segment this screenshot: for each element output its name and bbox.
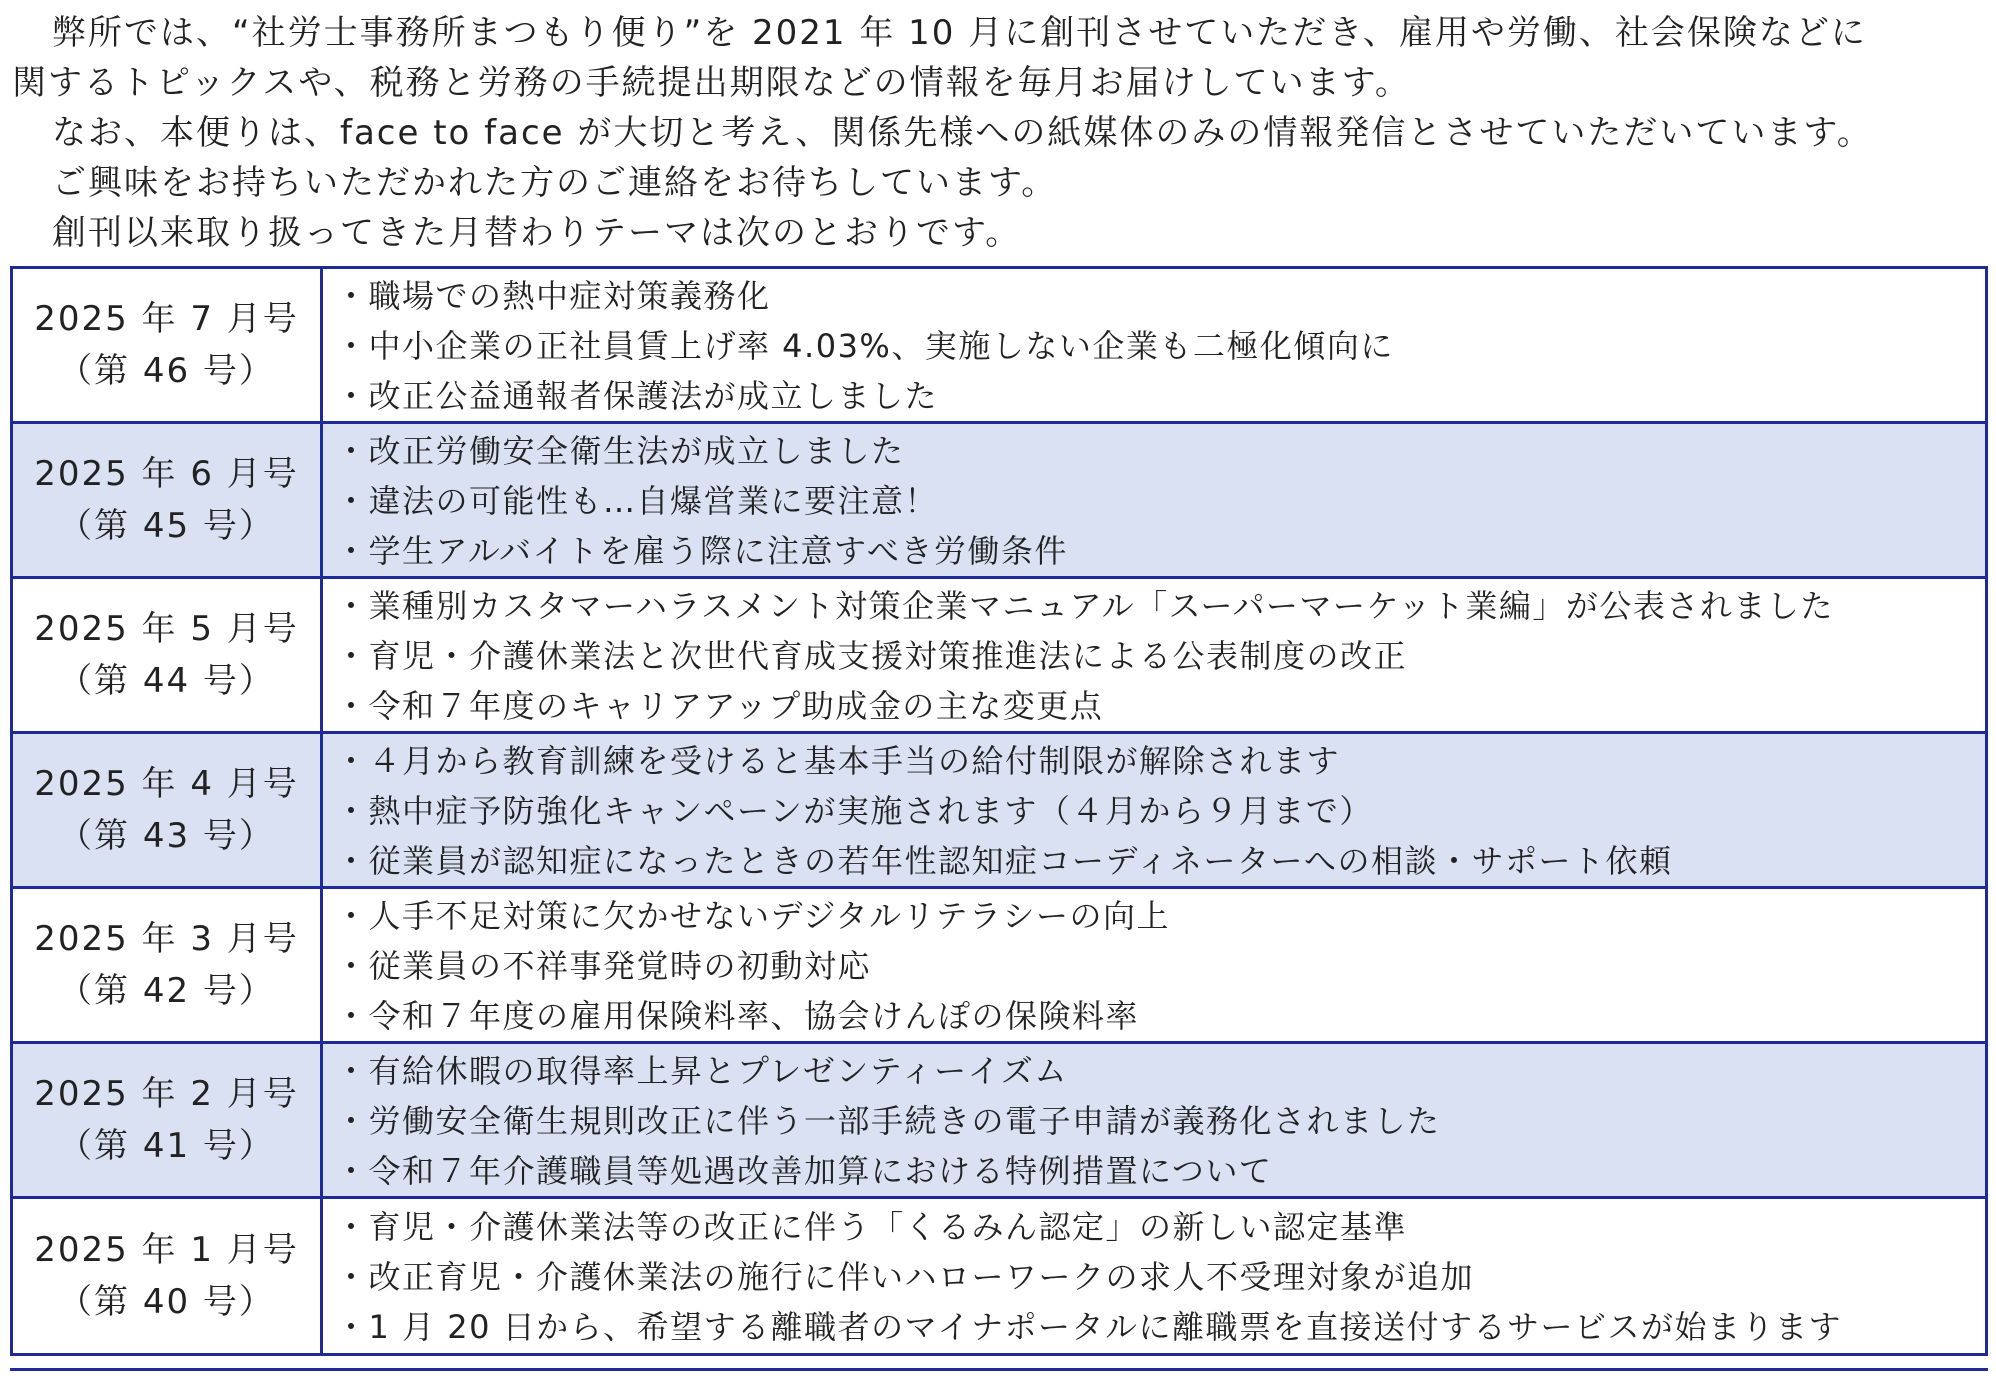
issue-topics (323, 269, 1985, 421)
topic-item: ・令和７年度の雇用保険料率、協会けんぽの保険料率 (335, 997, 1140, 1035)
issue-date: 2025 年 5 月号 (34, 609, 299, 649)
topic-item: ・職場での熱中症対策義務化 (335, 277, 771, 315)
intro-line: 関するトピックスや、税務と労務の手続提出期限などの情報を毎月お届けしています。 (12, 63, 1411, 103)
issue-row (13, 734, 1985, 889)
topic-item: ・令和７年度のキャリアアップ助成金の主な変更点 (335, 687, 1104, 725)
intro-line: 弊所では、“社労士事務所まつもり便り”を 2021 年 10 月に創刊させていただき、雇用や労働、社会保険などに (52, 13, 1867, 53)
topic-item: ・改正育児・介護休業法の施行に伴いハローワークの求人不受理対象が追加 (335, 1258, 1475, 1296)
intro-line: なお、本便りは、face to face が大切と考え、関係先様への紙媒体のみの情報発信とさせていただいています。 (52, 113, 1873, 153)
issue-number: （第 45 号） (58, 506, 275, 546)
issue-topics (323, 734, 1985, 886)
topic-item: ・1 月 20 日から、希望する離職者のマイナポータルに離職票を直接送付するサービスが始まります (335, 1308, 1842, 1346)
issue-topics (323, 889, 1985, 1041)
issue-number: （第 43 号） (58, 816, 275, 856)
topic-item: ・育児・介護休業法と次世代育成支援対策推進法による公表制度の改正 (335, 637, 1408, 675)
issue-date-cell (13, 579, 323, 731)
topic-item: ・中小企業の正社員賃上げ率 4.03%、実施しない企業も二極化傾向に (335, 327, 1394, 365)
issue-date-cell (13, 889, 323, 1041)
issue-date: 2025 年 6 月号 (34, 454, 299, 494)
topic-item: ・違法の可能性も…自爆営業に要注意！ (335, 482, 939, 520)
intro-line: ご興味をお持ちいただかれた方のご連絡をお待ちしています。 (52, 163, 1058, 203)
issues-table (10, 266, 1988, 1356)
topic-item: ・令和７年介護職員等処遇改善加算における特例措置について (335, 1152, 1273, 1190)
topic-item: ・業種別カスタマーハラスメント対策企業マニュアル「スーパーマーケット業編」が公表されました (335, 587, 1834, 625)
issue-date-cell (13, 1044, 323, 1196)
intro-line: 創刊以来取り扱ってきた月替わりテーマは次のとおりです。 (52, 213, 1022, 253)
topic-item: ・熱中症予防強化キャンペーンが実施されます（４月から９月まで） (335, 792, 1373, 830)
issue-date: 2025 年 7 月号 (34, 299, 299, 339)
issue-row (13, 424, 1985, 579)
topic-item: ・労働安全衛生規則改正に伴う一部手続きの電子申請が義務化されました (335, 1102, 1441, 1140)
issue-topics (323, 1044, 1985, 1196)
issue-number: （第 46 号） (58, 351, 275, 391)
issue-topics (323, 1199, 1985, 1353)
topic-item: ・学生アルバイトを雇う際に注意すべき労働条件 (335, 532, 1068, 570)
issue-date: 2025 年 3 月号 (34, 919, 299, 959)
issue-date-cell (13, 424, 323, 576)
issue-row (13, 1199, 1985, 1353)
issue-row (13, 889, 1985, 1044)
intro-text (0, 8, 1996, 258)
issue-date-cell (13, 1199, 323, 1353)
topic-item: ・改正労働安全衛生法が成立しました (335, 432, 905, 470)
issue-number: （第 42 号） (58, 971, 275, 1011)
issue-topics (323, 424, 1985, 576)
issue-date: 2025 年 2 月号 (34, 1074, 299, 1114)
issue-date: 2025 年 4 月号 (34, 764, 299, 804)
issue-number: （第 44 号） (58, 661, 275, 701)
issue-number: （第 40 号） (58, 1282, 275, 1322)
topic-item: ・有給休暇の取得率上昇とプレゼンティーイズム (335, 1052, 1068, 1090)
issue-row (13, 579, 1985, 734)
issue-row (13, 269, 1985, 424)
issue-topics (323, 579, 1985, 731)
issue-date-cell (13, 269, 323, 421)
issue-date: 2025 年 1 月号 (34, 1230, 299, 1270)
issue-number: （第 41 号） (58, 1126, 275, 1166)
topic-item: ・改正公益通報者保護法が成立しました (335, 377, 939, 415)
topic-item: ・育児・介護休業法等の改正に伴う「くるみん認定」の新しい認定基準 (335, 1208, 1408, 1246)
topic-item: ・従業員が認知症になったときの若年性認知症コーディネーターへの相談・サポート依頼 (335, 842, 1673, 880)
issue-date-cell (13, 734, 323, 886)
issue-row (13, 1044, 1985, 1199)
topic-item: ・４月から教育訓練を受けると基本手当の給付制限が解除されます (335, 742, 1341, 780)
table-bottom-rule (10, 1368, 1988, 1371)
topic-item: ・従業員の不祥事発覚時の初動対応 (335, 947, 872, 985)
topic-item: ・人手不足対策に欠かせないデジタルリテラシーの向上 (335, 897, 1170, 935)
